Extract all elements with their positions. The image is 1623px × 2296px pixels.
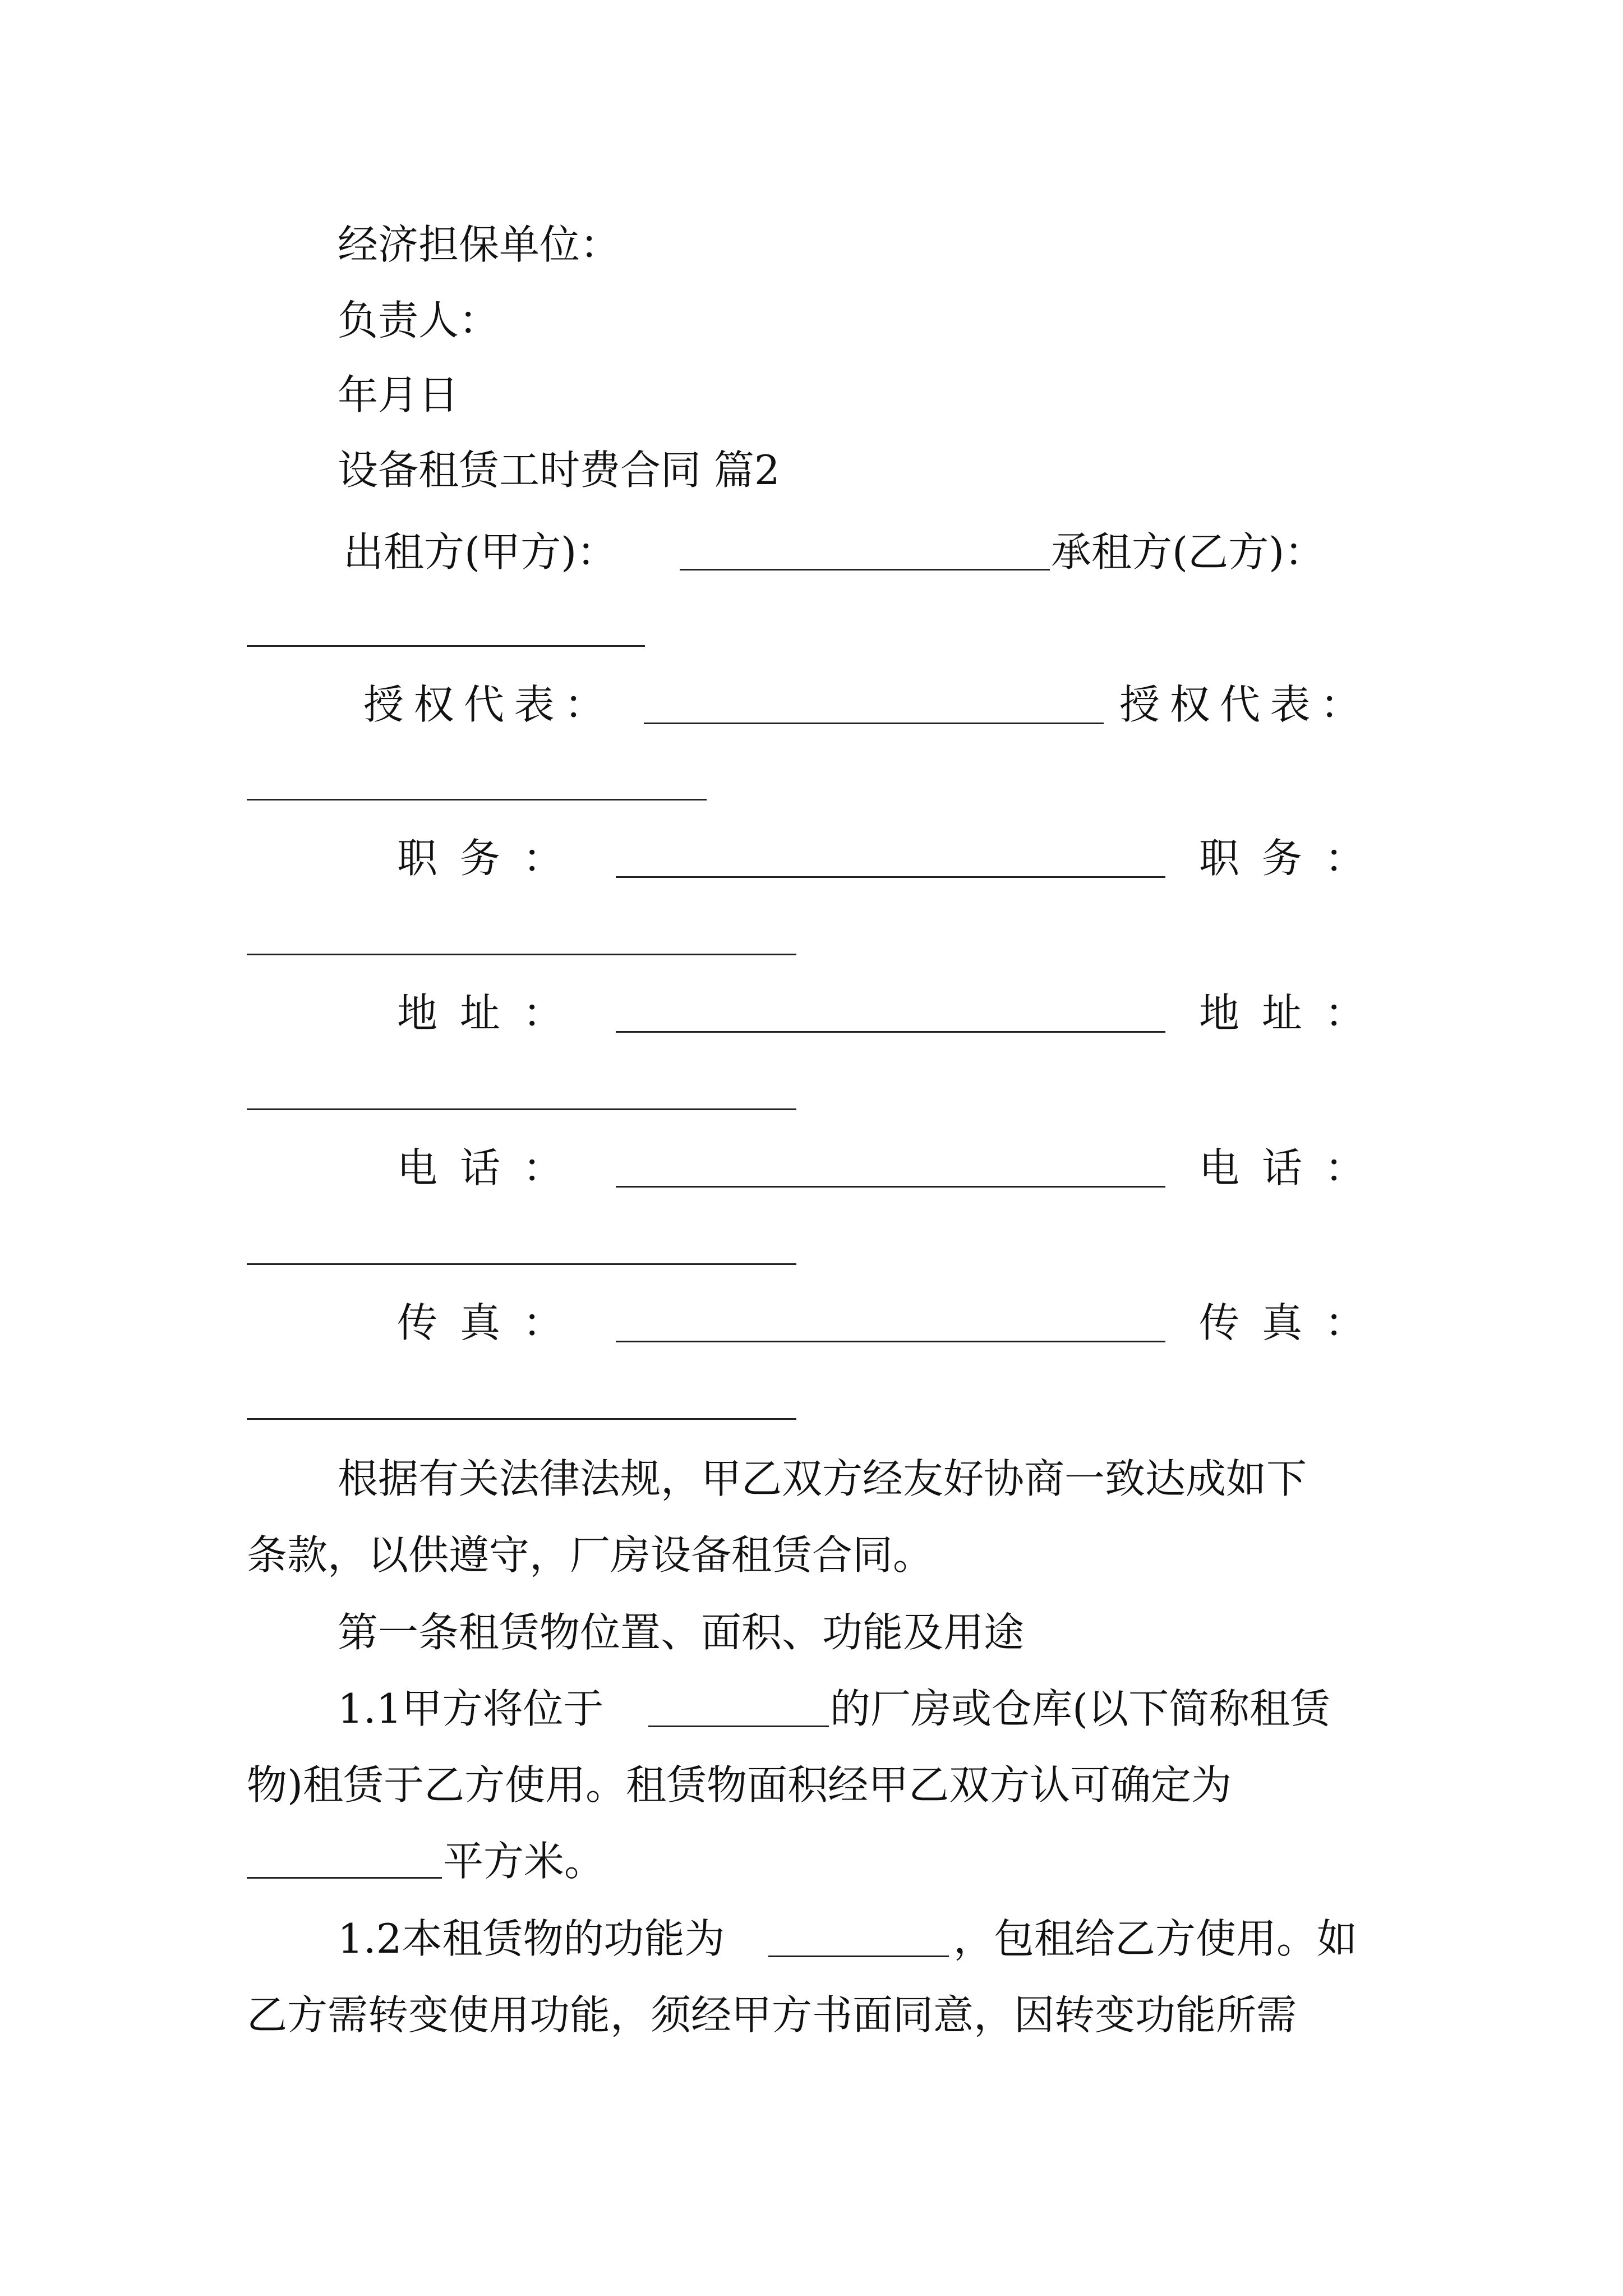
lessee-label: 承租方(乙方)： xyxy=(1051,528,1325,576)
auth-rep-right-label: 授 权 代 表 ： xyxy=(1119,681,1361,728)
intro-line-2: 条款，以供遵守，厂房设备租赁合同。 xyxy=(247,1531,934,1579)
phone-left-label: 电 话 ： xyxy=(397,1144,563,1191)
address-right-blank xyxy=(247,1108,796,1110)
address-left-blank xyxy=(616,1031,1165,1033)
auth-rep-right-blank xyxy=(247,799,707,800)
lessor-label: 出租方(甲方)： xyxy=(343,528,617,576)
section-title: 设备租赁工时费合同 篇2 xyxy=(338,447,780,494)
fax-left-blank xyxy=(616,1341,1165,1342)
phone-right-label: 电 话 ： xyxy=(1199,1144,1365,1191)
position-right-label: 职 务 ： xyxy=(1199,835,1365,882)
clause-1-2-part2: ，包租给乙方使用。如 xyxy=(953,1915,1358,1962)
guarantor-line: 经济担保单位： xyxy=(338,221,621,268)
phone-right-blank xyxy=(247,1263,796,1265)
clause-1-2-part1: 1.2本租赁物的功能为 xyxy=(338,1915,725,1962)
clause-1-1-line3-tail: 平方米。 xyxy=(443,1838,605,1885)
clause-1-2-line2: 乙方需转变使用功能，须经甲方书面同意，因转变功能所需 xyxy=(247,1991,1297,2039)
address-left-label: 地 址 ： xyxy=(397,990,563,1037)
clause-1-1-location-blank xyxy=(648,1726,829,1727)
clause-1-1-line2: 物)租赁于乙方使用。租赁物面积经甲乙双方认可确定为 xyxy=(247,1761,1232,1809)
intro-line-1: 根据有关法律法规，甲乙双方经友好协商一致达成如下 xyxy=(338,1455,1307,1502)
position-left-blank xyxy=(616,876,1165,878)
date-line: 年月日 xyxy=(338,371,459,418)
article-1-title: 第一条租赁物位置、面积、功能及用途 xyxy=(338,1609,1025,1656)
address-right-label: 地 址 ： xyxy=(1199,990,1365,1037)
clause-1-1-part1: 1.1甲方将位于 xyxy=(338,1685,604,1732)
person-in-charge-line: 负责人： xyxy=(338,297,500,344)
fax-right-blank xyxy=(247,1418,796,1420)
phone-left-blank xyxy=(616,1186,1165,1188)
fax-left-label: 传 真 ： xyxy=(397,1299,563,1346)
auth-rep-left-label: 授 权 代 表 ： xyxy=(363,681,605,728)
position-left-label: 职 务 ： xyxy=(397,835,563,882)
lessor-blank xyxy=(680,569,1050,570)
fax-right-label: 传 真 ： xyxy=(1199,1299,1365,1346)
clause-1-1-part2: 的厂房或仓库(以下简称租赁 xyxy=(830,1685,1331,1732)
clause-1-2-function-blank xyxy=(768,1955,949,1957)
clause-1-1-area-blank xyxy=(247,1877,442,1879)
position-right-blank xyxy=(247,954,796,955)
auth-rep-left-blank xyxy=(644,723,1104,724)
lessee-blank xyxy=(247,645,645,647)
